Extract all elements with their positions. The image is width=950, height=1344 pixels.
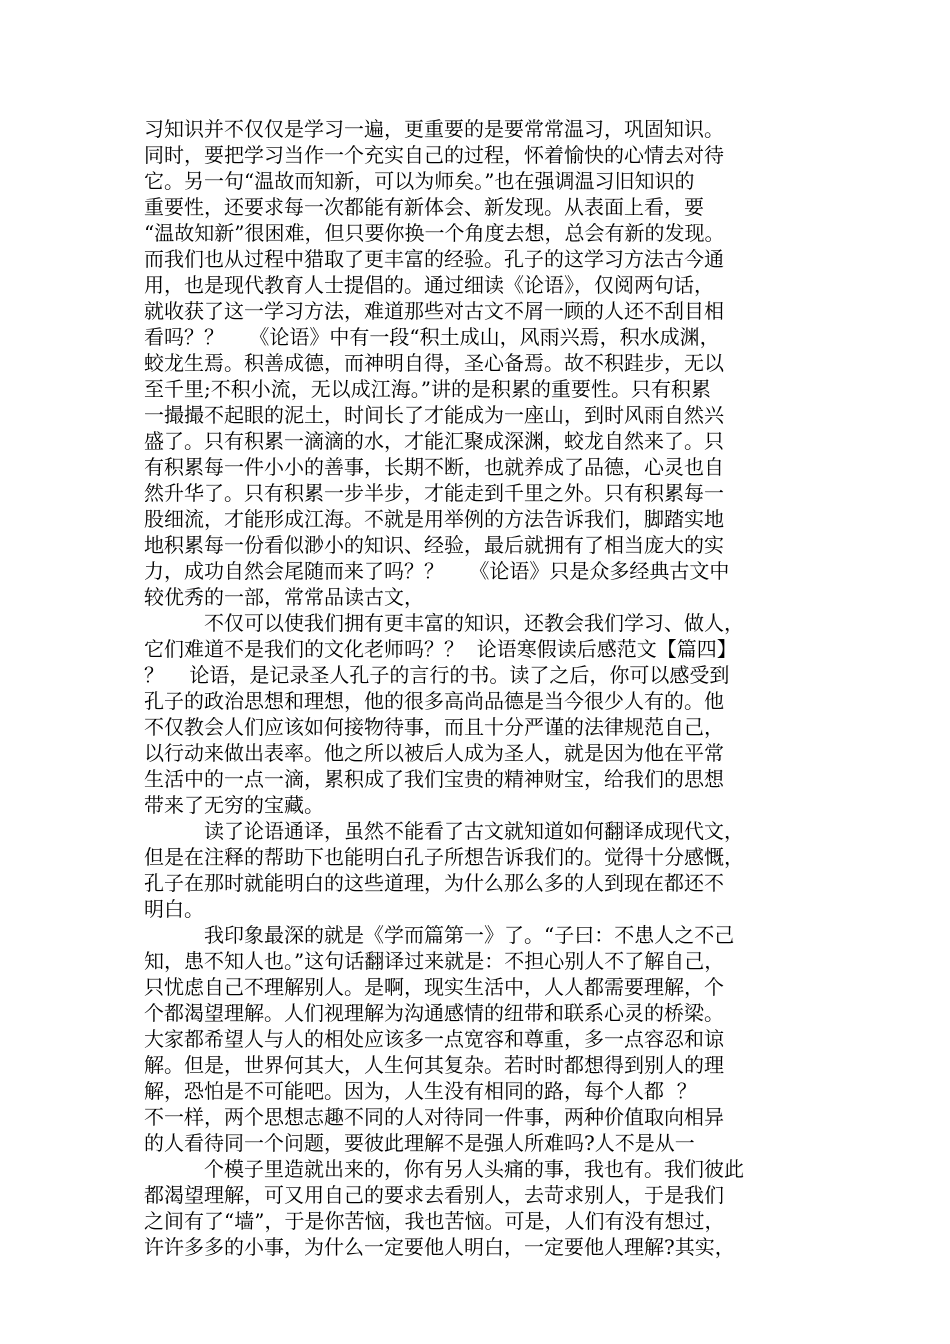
document-body bbox=[144, 116, 806, 1260]
text-line: 都渴望理解，可又用自己的要求去看别人，去苛求别人，于是我们 bbox=[144, 1183, 724, 1207]
text-line: 蛟龙生焉。积善成德，而神明自得，圣心备焉。故不积跬步，无以 bbox=[144, 351, 724, 375]
text-line: 明白。 bbox=[144, 897, 204, 921]
text-line: 但是在注释的帮助下也能明白孔子所想告诉我们的。觉得十分感慨， bbox=[144, 845, 744, 869]
text-line: 它们难道不是我们的文化老师吗？？ 论语寒假读后感范文【篇四】 bbox=[144, 637, 737, 661]
text-line: 生活中的一点一滴，累积成了我们宝贵的精神财宝，给我们的思想 bbox=[144, 767, 724, 791]
text-line: 地积累每一份看似渺小的知识、经验，最后就拥有了相当庞大的实 bbox=[144, 533, 724, 557]
text-line: 不仅可以使我们拥有更丰富的知识，还教会我们学习、做人， bbox=[204, 611, 744, 635]
text-line: 力，成功自然会尾随而来了吗？？ 《论语》只是众多经典古文中 bbox=[144, 559, 730, 583]
text-line: 知，患不知人也。”这句话翻译过来就是：不担心别人不了解自己， bbox=[144, 949, 725, 973]
text-line: 的人看待同一个问题，要彼此理解不是强人所难吗?人不是从一 bbox=[144, 1131, 695, 1155]
text-line: 较优秀的一部，常常品读古文， bbox=[144, 585, 424, 609]
text-line: 股细流，才能形成江海。不就是用举例的方法告诉我们，脚踏实地 bbox=[144, 507, 724, 531]
text-line: 我印象最深的就是《学而篇第一》了。“子曰：不患人之不己 bbox=[204, 923, 735, 947]
text-line: 解。但是，世界何其大，人生何其复杂。若时时都想得到别人的理 bbox=[144, 1053, 724, 1077]
text-line: 用，也是现代教育人士提倡的。通过细读《论语》，仅阅两句话， bbox=[144, 273, 714, 297]
text-line: 只忧虑自己不理解别人。是啊，现实生活中，人人都需要理解，个 bbox=[144, 975, 724, 999]
text-line: 解，恐怕是不可能吧。因为，人生没有相同的路，每个人都 ？ bbox=[144, 1079, 697, 1103]
text-line: 它。另一句“温故而知新，可以为师矣。”也在强调温习旧知识的 bbox=[144, 169, 695, 193]
text-line: 不一样，两个思想志趣不同的人对待同一件事，两种价值取向相异 bbox=[144, 1105, 724, 1129]
text-line: 看吗？？ 《论语》中有一段“积土成山，风雨兴焉，积水成渊， bbox=[144, 325, 720, 349]
text-line: 盛了。只有积累一滴滴的水，才能汇聚成深渊，蛟龙自然来了。只 bbox=[144, 429, 724, 453]
text-line: 许许多多的小事，为什么一定要他人明白，一定要他人理解?其实， bbox=[144, 1235, 735, 1259]
text-line: 孔子在那时就能明白的这些道理，为什么那么多的人到现在都还不 bbox=[144, 871, 724, 895]
text-line: 习知识并不仅仅是学习一遍，更重要的是要常常温习，巩固知识。 bbox=[144, 117, 724, 141]
text-line: 个都渴望理解。人们视理解为沟通感情的纽带和联系心灵的桥梁。 bbox=[144, 1001, 724, 1025]
text-line: ？ 论语，是记录圣人孔子的言行的书。读了之后，你可以感受到 bbox=[144, 663, 730, 687]
text-line: 个模子里造就出来的，你有另人头痛的事，我也有。我们彼此 bbox=[204, 1157, 744, 1181]
text-line: 读了论语通译，虽然不能看了古文就知道如何翻译成现代文， bbox=[204, 819, 744, 843]
text-line: 不仅教会人们应该如何接物待事，而且十分严谨的法律规范自己， bbox=[144, 715, 724, 739]
text-line: 然升华了。只有积累一步半步，才能走到千里之外。只有积累每一 bbox=[144, 481, 724, 505]
text-line: 带来了无穷的宝藏。 bbox=[144, 793, 324, 817]
text-line: 重要性，还要求每一次都能有新体会、新发现。从表面上看，要 bbox=[144, 195, 704, 219]
text-line: 大家都希望人与人的相处应该多一点宽容和尊重，多一点容忍和谅 bbox=[144, 1027, 724, 1051]
text-line: 孔子的政治思想和理想，他的很多高尚品德是当今很少人有的。他 bbox=[144, 689, 724, 713]
text-line: 至千里;不积小流，无以成江海。”讲的是积累的重要性。只有积累 bbox=[144, 377, 711, 401]
text-line: 就收获了这一学习方法，难道那些对古文不屑一顾的人还不刮目相 bbox=[144, 299, 724, 323]
text-line: 而我们也从过程中猎取了更丰富的经验。孔子的这学习方法古今通 bbox=[144, 247, 724, 271]
text-line: 一撮撮不起眼的泥土，时间长了才能成为一座山，到时风雨自然兴 bbox=[144, 403, 724, 427]
text-line: 同时，要把学习当作一个充实自己的过程，怀着愉快的心情去对待 bbox=[144, 143, 724, 167]
text-line: 以行动来做出表率。他之所以被后人成为圣人，就是因为他在平常 bbox=[144, 741, 724, 765]
text-line: 之间有了“墙”，于是你苦恼，我也苦恼。可是，人们有没有想过， bbox=[144, 1209, 725, 1233]
text-line: 有积累每一件小小的善事，长期不断，也就养成了品德，心灵也自 bbox=[144, 455, 724, 479]
text-line: “温故知新”很困难，但只要你换一个角度去想，总会有新的发现。 bbox=[144, 221, 725, 245]
